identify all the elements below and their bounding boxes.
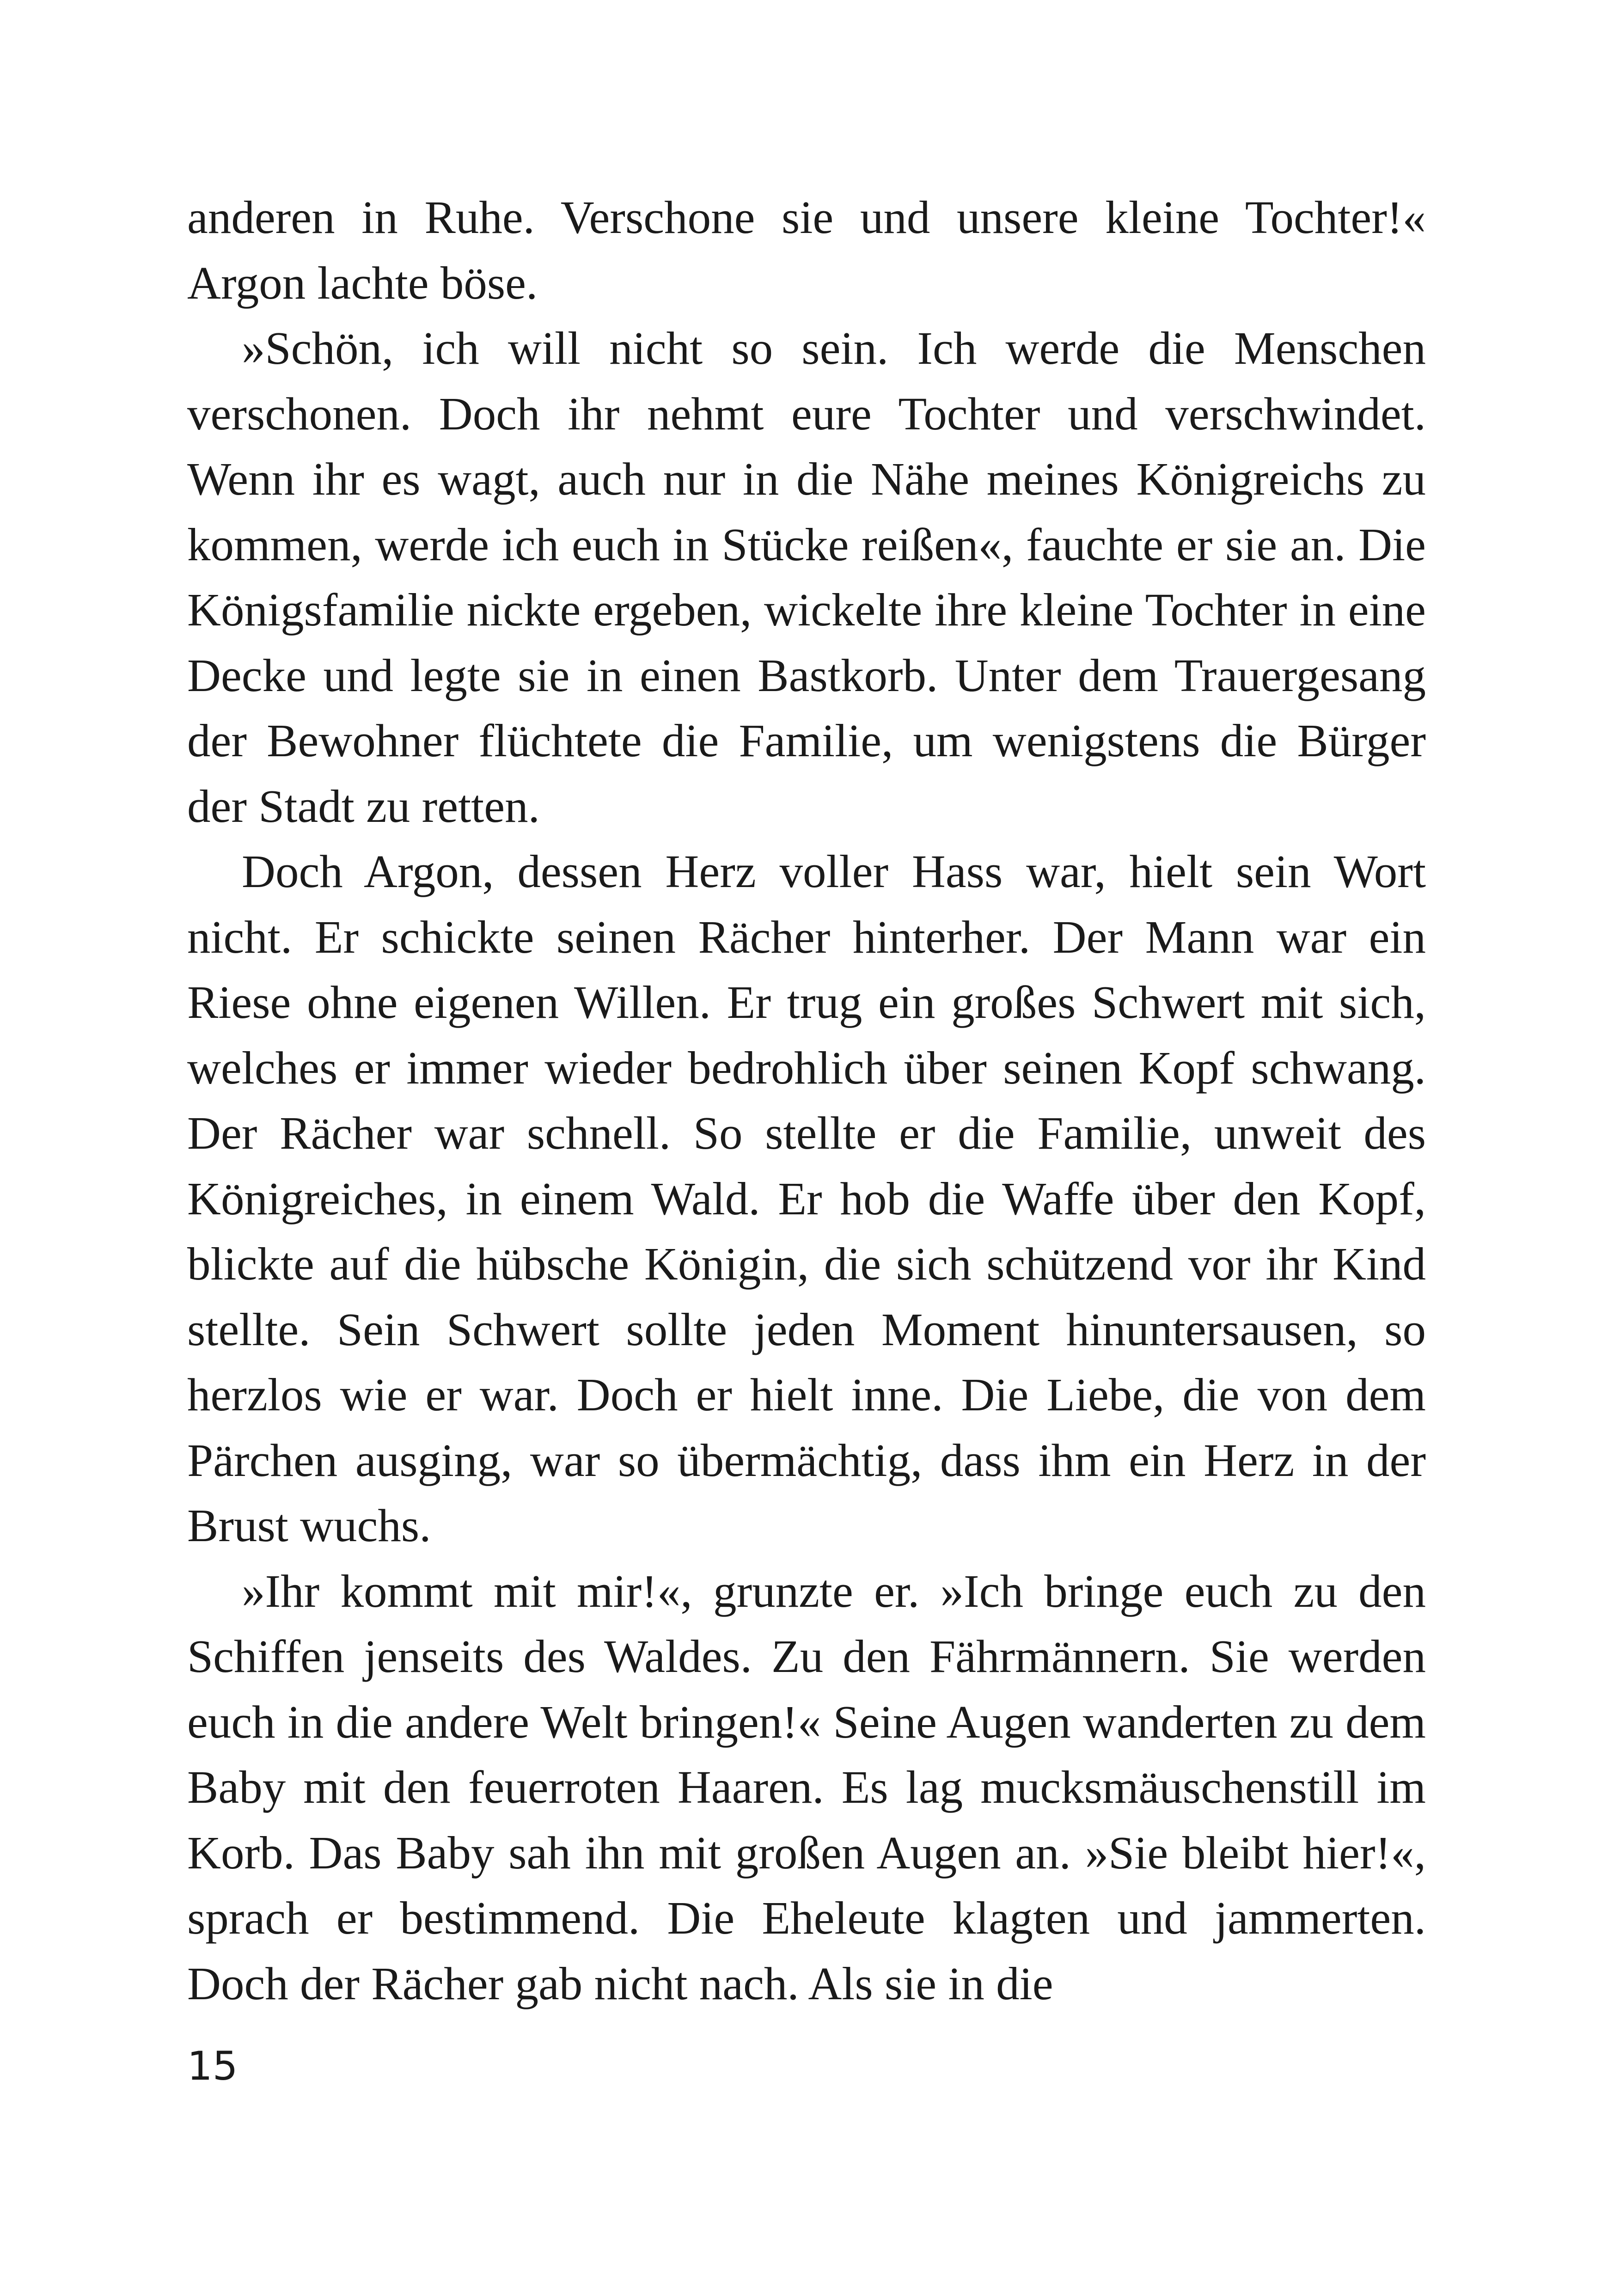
paragraph-2: »Schön, ich will nicht so sein. Ich werde die Menschen verschonen. Doch ihr nehmt eure Tochter und verschwindet. Wenn ihr es wagt, auch nur in die Nähe meines Königreichs zu kommen, werde ich euch in Stücke reißen«, fauchte er sie an. Die Königsfamilie nickte ergeben, wickelte ihre kleine Tochter in eine Decke und legte sie in einen Bastkorb. Unter dem Trauergesang der Bewohner flüchtete die Familie, um wenigstens die Bürger der Stadt zu retten. (187, 322, 1426, 832)
paragraph-1: anderen in Ruhe. Verschone sie und unsere kleine Tochter!« Argon lachte böse. (187, 191, 1426, 309)
paragraph-3: Doch Argon, dessen Herz voller Hass war, hielt sein Wort nicht. Er schickte seinen Rächer hinterher. Der Mann war ein Riese ohne eigenen Willen. Er trug ein großes Schwert mit sich, welches er immer wieder bedrohlich über seinen Kopf schwang. Der Rächer war schnell. So stellte er die Familie, unweit des Königreiches, in einem Wald. Er hob die Waffe über den Kopf, blickte auf die hübsche Königin, die sich schützend vor ihr Kind stellte. Sein Schwert sollte jeden Moment hinuntersausen, so herzlos wie er war. Doch er hielt inne. Die Liebe, die von dem Pärchen ausging, war so übermächtig, dass ihm ein Herz in der Brust wuchs. (187, 845, 1426, 1551)
page-number: 15 (187, 2043, 238, 2089)
body-text (187, 185, 1426, 2016)
paragraph-4: »Ihr kommt mit mir!«, grunzte er. »Ich bringe euch zu den Schiffen jenseits des Waldes. Zu den Fährmännern. Sie werden euch in die andere Welt bringen!« Seine Augen wanderten zu dem Baby mit den feuerroten Haaren. Es lag mucksmäuschenstill im Korb. Das Baby sah ihn mit großen Augen an. »Sie bleibt hier!«, sprach er bestimmend. Die Eheleute klagten und jammerten. Doch der Rächer gab nicht nach. Als sie in die (187, 1565, 1426, 2009)
